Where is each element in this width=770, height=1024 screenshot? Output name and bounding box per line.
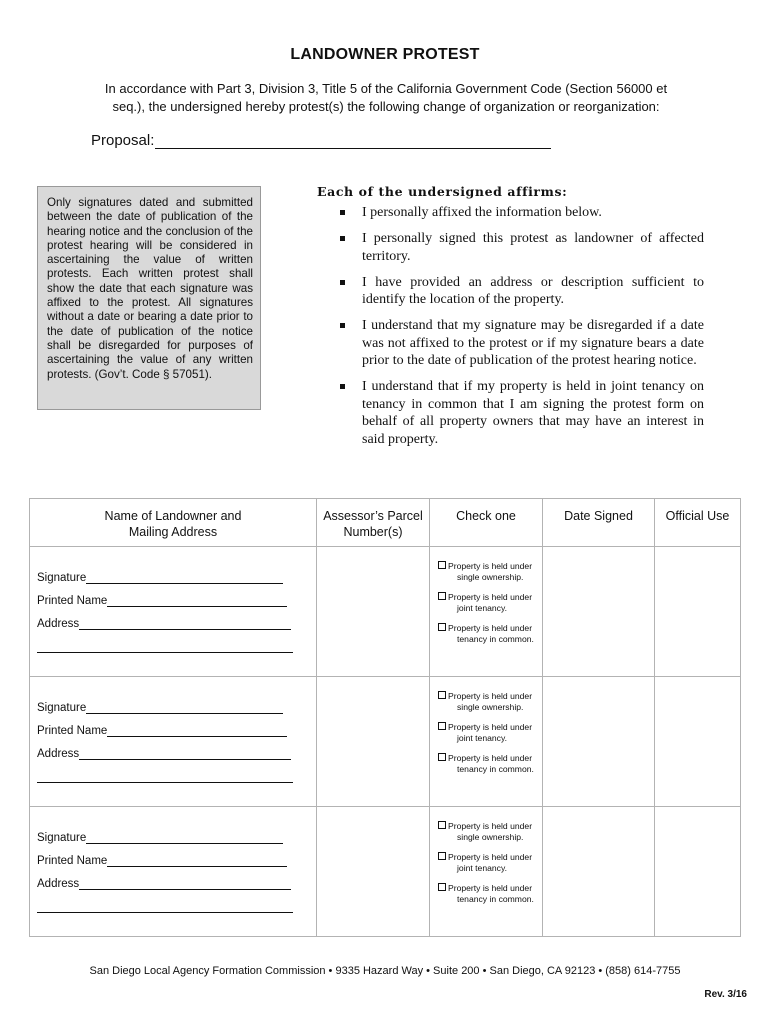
affirm-item [338, 204, 704, 222]
checkbox-icon[interactable] [438, 722, 446, 730]
check-one-cell [430, 547, 543, 677]
affirm-text: I personally affixed the information below. [362, 205, 602, 220]
header-check: Check one [430, 499, 543, 547]
checkbox-icon[interactable] [438, 592, 446, 600]
option-text: single ownership. [457, 572, 524, 582]
address-line-2[interactable] [37, 890, 316, 913]
checkbox-icon[interactable] [438, 821, 446, 829]
signature-field[interactable] [37, 691, 316, 714]
signature-table [29, 498, 741, 937]
affirms-list [338, 204, 704, 457]
bullet-icon [340, 210, 345, 215]
option-text: Property is held under [448, 753, 533, 763]
parcel-number-cell[interactable] [317, 547, 430, 677]
check-one-cell [430, 807, 543, 937]
landowner-cell [30, 807, 317, 937]
intro-text: In accordance with Part 3, Division 3, Title 5 of the California Government Code (Section 56000 et seq.), the undersigned hereby protest(s) the following change of organization or reorganization: [104, 81, 668, 114]
checkbox-icon[interactable] [438, 623, 446, 631]
printed-name-label: Printed Name [37, 595, 108, 607]
table-row [30, 677, 741, 807]
address-line-2[interactable] [37, 760, 316, 783]
address-field[interactable] [37, 737, 316, 760]
bullet-icon [340, 236, 345, 241]
revision-label: Rev. 3/16 [704, 989, 747, 1000]
date-signed-cell[interactable] [543, 547, 655, 677]
option-text: Property is held under [448, 883, 533, 893]
tenancy-in-common-option[interactable] [438, 883, 542, 905]
header-parcel-line1: Assessor’s Parcel [323, 509, 423, 523]
tenancy-in-common-option[interactable] [438, 753, 542, 775]
header-name [30, 499, 317, 547]
official-use-cell [655, 677, 741, 807]
option-text: tenancy in common. [457, 894, 534, 904]
address-label: Address [37, 748, 80, 760]
signature-field[interactable] [37, 821, 316, 844]
affirm-text: I personally signed this protest as landowner of affected territory. [362, 231, 704, 264]
header-name-line1: Name of Landowner and [104, 509, 242, 523]
address-label: Address [37, 878, 80, 890]
signature-label: Signature [37, 702, 87, 714]
bullet-icon [340, 280, 345, 285]
footer-contact: San Diego Local Agency Formation Commission • 9335 Hazard Way • Suite 200 • San Diego, CA 92123 • (858) 614-7755 [89, 965, 681, 977]
affirm-item [338, 317, 704, 370]
parcel-number-cell[interactable] [317, 677, 430, 807]
check-one-cell [430, 677, 543, 807]
bullet-icon [340, 323, 345, 328]
address-field[interactable] [37, 607, 316, 630]
address-line-2[interactable] [37, 630, 316, 653]
affirm-item [338, 378, 704, 448]
single-ownership-option[interactable] [438, 691, 542, 713]
joint-tenancy-option[interactable] [438, 852, 542, 874]
option-text: tenancy in common. [457, 634, 534, 644]
affirm-text: I understand that if my property is held in joint tenancy on tenancy in common that I am signing the protest form on behalf of all property owners that may have an interest in said property. [362, 379, 704, 447]
address-label: Address [37, 618, 80, 630]
landowner-cell [30, 677, 317, 807]
checkbox-icon[interactable] [438, 883, 446, 891]
option-text: tenancy in common. [457, 764, 534, 774]
joint-tenancy-option[interactable] [438, 722, 542, 744]
parcel-number-cell[interactable] [317, 807, 430, 937]
single-ownership-option[interactable] [438, 821, 542, 843]
header-parcel [317, 499, 430, 547]
checkbox-icon[interactable] [438, 691, 446, 699]
option-text: joint tenancy. [457, 603, 508, 613]
affirm-text: I understand that my signature may be disregarded if a date was not affixed to the protest or if my signature bears a date prior to the date of publication of the protest hearing notice. [362, 318, 704, 368]
joint-tenancy-option[interactable] [438, 592, 542, 614]
option-text: Property is held under [448, 623, 533, 633]
proposal-label: Proposal: [91, 132, 155, 149]
option-text: single ownership. [457, 832, 524, 842]
proposal-field[interactable] [155, 134, 551, 149]
single-ownership-option[interactable] [438, 561, 542, 583]
official-use-cell [655, 807, 741, 937]
header-official: Official Use [655, 499, 741, 547]
affirms-heading: Each of the undersigned affirms: [317, 184, 568, 199]
option-text: Property is held under [448, 592, 533, 602]
printed-name-field[interactable] [37, 584, 316, 607]
bullet-icon [340, 384, 345, 389]
signature-label: Signature [37, 832, 87, 844]
table-header-row [30, 499, 741, 547]
affirm-text: I have provided an address or description sufficient to identify the location of the property. [362, 274, 704, 307]
date-signed-cell[interactable] [543, 677, 655, 807]
printed-name-field[interactable] [37, 844, 316, 867]
landowner-cell [30, 547, 317, 677]
option-text: Property is held under [448, 722, 533, 732]
official-use-cell [655, 547, 741, 677]
signature-field[interactable] [37, 561, 316, 584]
date-signed-cell[interactable] [543, 807, 655, 937]
option-text: joint tenancy. [457, 733, 508, 743]
affirm-item [338, 274, 704, 309]
option-text: Property is held under [448, 691, 533, 701]
header-date: Date Signed [543, 499, 655, 547]
proposal-row [91, 132, 551, 149]
printed-name-label: Printed Name [37, 725, 108, 737]
printed-name-field[interactable] [37, 714, 316, 737]
option-text: single ownership. [457, 702, 524, 712]
header-name-line2: Mailing Address [128, 525, 218, 539]
checkbox-icon[interactable] [438, 561, 446, 569]
table-row [30, 547, 741, 677]
checkbox-icon[interactable] [438, 852, 446, 860]
signature-label: Signature [37, 572, 87, 584]
checkbox-icon[interactable] [438, 753, 446, 761]
table-row [30, 807, 741, 937]
form-title: LANDOWNER PROTEST [290, 46, 480, 63]
affirm-item [338, 230, 704, 265]
notice-text: Only signatures dated and submitted between the date of publication of the hearing notice and the conclusion of the protest hearing will be considered in ascertaining the value of written protests. Each written protest shall show the date that each signature was affixed to the protest. All signatures without a date or bearing a date prior to the date of publication of the notice shall be disregarded for purposes of ascertaining the value of any written protests. (Gov’t. Code § 57051). [47, 196, 253, 381]
tenancy-in-common-option[interactable] [438, 623, 542, 645]
address-field[interactable] [37, 867, 316, 890]
option-text: Property is held under [448, 821, 533, 831]
printed-name-label: Printed Name [37, 855, 108, 867]
option-text: Property is held under [448, 561, 533, 571]
header-parcel-line2: Number(s) [343, 525, 403, 539]
option-text: Property is held under [448, 852, 533, 862]
option-text: joint tenancy. [457, 863, 508, 873]
